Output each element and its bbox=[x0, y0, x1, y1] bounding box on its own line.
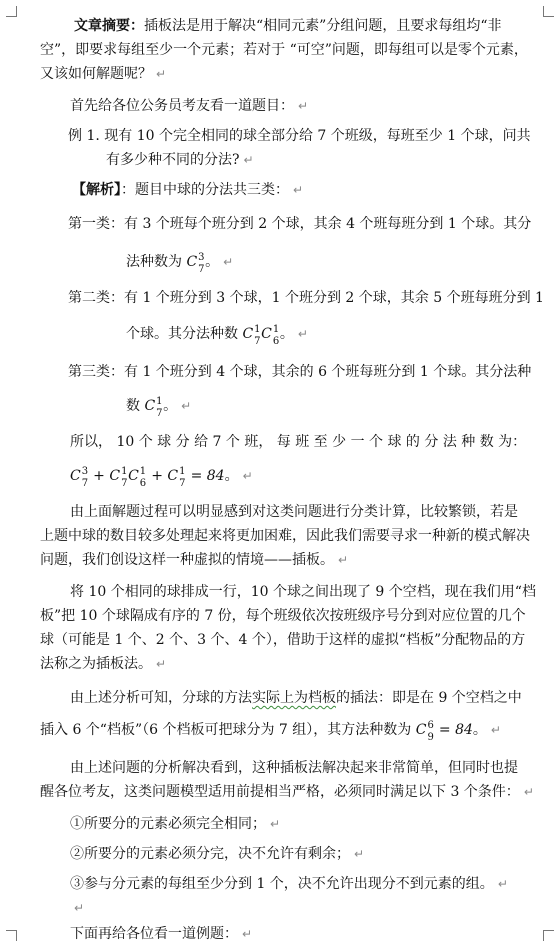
paragraph-line: 由上面解题过程可以明显感到对这类问题进行分类计算，比较繁锁，若是 bbox=[70, 504, 518, 520]
combination-c71: C 1 7 bbox=[144, 396, 163, 419]
combination-c73: C 3 7 bbox=[186, 252, 205, 275]
condition-item: ②所要分的元素必须分完，决不允许有剩余； ↵ bbox=[70, 846, 365, 862]
grammar-underline: 实际上为档板 bbox=[252, 690, 336, 706]
combination-c71-c61: C 1 7 C 1 6 bbox=[242, 324, 280, 347]
paragraph-line: 法称之为插板法。 ↵ bbox=[40, 656, 167, 672]
case-two-formula: 个球。其分法种数 C 1 7 C 1 6 。 ↵ bbox=[126, 324, 308, 347]
intro-paragraph: 首先给各位公务员考友看一道题目： ↵ bbox=[70, 98, 309, 114]
abstract-label: 文章摘要： bbox=[74, 18, 144, 34]
condition-item: ①所要分的元素必须完全相同； ↵ bbox=[70, 816, 281, 832]
paragraph-line: 醒各位考友，这类问题模型适用前提相当严格，必须同时满足以下 3 个条件： ↵ bbox=[40, 784, 534, 800]
paragraph-line: 插入 6 个“档板”（6 个档板可把球分为 7 组），其方法种数为 C 6 9 = 84。 ↵ bbox=[40, 720, 501, 743]
example-question: 有多少种不同的分法? ↵ bbox=[106, 152, 254, 168]
case-two: 第二类：有 1 个班分到 3 个球，1 个班分到 2 个球，其余 5 个班每班分到 1 bbox=[68, 290, 544, 306]
page-corner-mark bbox=[543, 6, 554, 17]
total-formula: C 3 7 + C 1 7 C 1 6 + C 1 7 bbox=[70, 466, 186, 489]
case-three: 第三类：有 1 个班分到 4 个球，其余的 6 个班每班分到 1 个球。其分法种 bbox=[68, 364, 532, 380]
analysis-heading: 【解析】：题目中球的分法共三类： ↵ bbox=[72, 182, 304, 198]
page-corner-mark bbox=[6, 930, 17, 941]
example-question: 例 1. 现有 10 个完全相同的球全部分给 7 个班级，每班至少 1 个球，问共 bbox=[68, 128, 531, 144]
summary-line: 所以， 10 个 球 分 给 7 个 班， 每 班 至 少 一 个 球 的 分 法 种 数 为： bbox=[70, 434, 527, 450]
case-one: 第一类：有 3 个班每个班分到 2 个球，其余 4 个班每班分到 1 个球。其分 bbox=[68, 216, 532, 232]
paragraph-line: 球（可能是 1 个、2 个、3 个、4 个），借助于这样的虚拟“档板”分配物品的方 bbox=[40, 632, 526, 648]
paragraph-line: 由上述分析可知，分球的方法实际上为档板的插法：即是在 9 个空档之中 bbox=[70, 690, 522, 706]
empty-paragraph: ↵ bbox=[74, 901, 85, 915]
page-corner-mark bbox=[6, 6, 17, 17]
paragraph-line: 上题中球的数目较多处理起来将更加困难，因此我们需要寻求一种新的模式解决 bbox=[40, 528, 530, 544]
case-three-formula: 数 C 1 7 。 ↵ bbox=[126, 396, 192, 419]
summary-formula: C 3 7 + C 1 7 C 1 6 + C 1 7 = 84。 ↵ bbox=[70, 466, 253, 489]
abstract-line: 又该如何解题呢？ ↵ bbox=[40, 66, 167, 82]
abstract-line: 空”，即要求每组至少一个元素；若对于 “可空”问题，即每组可以是零个元素， bbox=[40, 42, 528, 58]
paragraph-line: 将 10 个相同的球排成一行，10 个球之间出现了 9 个空档，现在我们用“档 bbox=[70, 584, 536, 600]
combination-c96: C 6 9 bbox=[415, 720, 434, 743]
abstract-line: 文章摘要：插板法是用于解决“相同元素”分组问题，且要求每组均“非 bbox=[74, 18, 502, 34]
paragraph-line: 问题，我们创设这样一种虚拟的情境——插板。 ↵ bbox=[40, 552, 349, 568]
condition-item: ③参与分元素的每组至少分到 1 个，决不允许出现分不到元素的组。 ↵ bbox=[70, 876, 508, 892]
paragraph-line: 由上述问题的分析解决看到，这种插板法解决起来非常简单，但同时也提 bbox=[70, 760, 518, 776]
paragraph-line: 板”把 10 个球隔成有序的 7 份，每个班级依次按班级序号分到对应位置的几个 bbox=[40, 608, 526, 624]
page-corner-mark bbox=[543, 930, 554, 941]
outro-paragraph: 下面再给各位看一道例题： ↵ bbox=[70, 926, 253, 942]
case-one-formula: 法种数为 C 3 7 。 ↵ bbox=[126, 252, 234, 275]
